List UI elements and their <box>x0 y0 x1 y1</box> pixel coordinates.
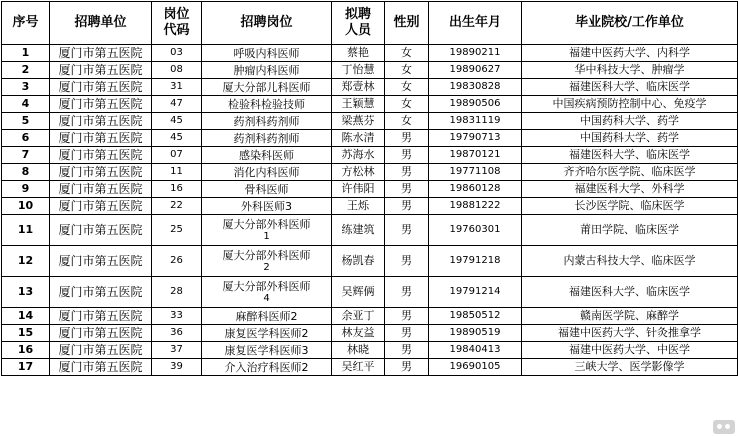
table-row <box>2 246 738 277</box>
row-school: 三峡大学、医学影像学 <box>522 359 738 376</box>
row-gender: 女 <box>385 62 429 79</box>
row-unit: 厦门市第五医院 <box>50 277 152 308</box>
row-person: 余亚丁 <box>332 308 385 325</box>
row-gender: 女 <box>385 96 429 113</box>
row-code: 03 <box>152 45 202 62</box>
row-person: 苏海水 <box>332 147 385 164</box>
row-unit: 厦门市第五医院 <box>50 62 152 79</box>
row-birth: 19790713 <box>429 130 522 147</box>
row-gender: 男 <box>385 325 429 342</box>
row-seq: 14 <box>2 308 50 325</box>
row-birth: 19890519 <box>429 325 522 342</box>
row-seq: 4 <box>2 96 50 113</box>
row-position: 药剂科药剂师 <box>202 130 332 147</box>
table-row <box>2 62 738 79</box>
table-row <box>2 79 738 96</box>
row-unit: 厦门市第五医院 <box>50 96 152 113</box>
table-row <box>2 130 738 147</box>
recruitment-table <box>1 1 738 376</box>
row-birth: 19850512 <box>429 308 522 325</box>
row-unit: 厦门市第五医院 <box>50 130 152 147</box>
row-birth: 19760301 <box>429 215 522 246</box>
row-gender: 男 <box>385 181 429 198</box>
row-school: 华中科技大学、肿瘤学 <box>522 62 738 79</box>
row-birth: 19840413 <box>429 342 522 359</box>
row-person: 丁怡慧 <box>332 62 385 79</box>
row-position: 厦大分部外科医师 1 <box>202 215 332 246</box>
row-school: 赣南医学院、麻醉学 <box>522 308 738 325</box>
row-gender: 男 <box>385 359 429 376</box>
row-unit: 厦门市第五医院 <box>50 342 152 359</box>
row-position: 肿瘤内科医师 <box>202 62 332 79</box>
row-seq: 9 <box>2 181 50 198</box>
row-seq: 17 <box>2 359 50 376</box>
row-code: 22 <box>152 198 202 215</box>
row-unit: 厦门市第五医院 <box>50 325 152 342</box>
row-gender: 男 <box>385 215 429 246</box>
row-seq: 16 <box>2 342 50 359</box>
table-row <box>2 45 738 62</box>
table-row <box>2 164 738 181</box>
row-birth: 19690105 <box>429 359 522 376</box>
header-row <box>2 2 738 45</box>
table-row <box>2 181 738 198</box>
row-seq: 2 <box>2 62 50 79</box>
row-school: 福建中医药大学、中医学 <box>522 342 738 359</box>
row-position: 感染科医师 <box>202 147 332 164</box>
row-person: 吴辉俩 <box>332 277 385 308</box>
row-unit: 厦门市第五医院 <box>50 79 152 96</box>
row-unit: 厦门市第五医院 <box>50 45 152 62</box>
row-position: 厦大分部儿科医师 <box>202 79 332 96</box>
table-row <box>2 342 738 359</box>
recruitment-table-sheet <box>1 1 737 435</box>
row-gender: 男 <box>385 147 429 164</box>
row-code: 45 <box>152 130 202 147</box>
row-position: 检验科检验技师 <box>202 96 332 113</box>
row-unit: 厦门市第五医院 <box>50 359 152 376</box>
row-birth: 19831119 <box>429 113 522 130</box>
row-position: 外科医师3 <box>202 198 332 215</box>
row-code: 16 <box>152 181 202 198</box>
table-body <box>2 45 738 376</box>
row-person: 陈水清 <box>332 130 385 147</box>
row-unit: 厦门市第五医院 <box>50 215 152 246</box>
row-position: 药剂科药剂师 <box>202 113 332 130</box>
row-position: 厦大分部外科医师 2 <box>202 246 332 277</box>
row-school: 福建医科大学、临床医学 <box>522 147 738 164</box>
header-seq: 序号 <box>2 2 50 45</box>
row-birth: 19890506 <box>429 96 522 113</box>
row-school: 福建中医药大学、针灸推拿学 <box>522 325 738 342</box>
row-person: 方松林 <box>332 164 385 181</box>
row-gender: 男 <box>385 277 429 308</box>
table-row <box>2 113 738 130</box>
row-seq: 8 <box>2 164 50 181</box>
row-gender: 男 <box>385 198 429 215</box>
row-person: 林晓 <box>332 342 385 359</box>
row-code: 37 <box>152 342 202 359</box>
row-position: 介入治疗科医师2 <box>202 359 332 376</box>
row-gender: 男 <box>385 246 429 277</box>
row-seq: 1 <box>2 45 50 62</box>
table-row <box>2 308 738 325</box>
row-unit: 厦门市第五医院 <box>50 308 152 325</box>
row-birth: 19860128 <box>429 181 522 198</box>
row-unit: 厦门市第五医院 <box>50 164 152 181</box>
row-school: 中国疾病预防控制中心、免疫学 <box>522 96 738 113</box>
row-school: 中国药科大学、药学 <box>522 113 738 130</box>
row-position: 消化内科医师 <box>202 164 332 181</box>
row-person: 王颖慧 <box>332 96 385 113</box>
row-school: 内蒙古科技大学、临床医学 <box>522 246 738 277</box>
header-person: 拟聘 人员 <box>332 2 385 45</box>
header-code: 岗位 代码 <box>152 2 202 45</box>
row-code: 39 <box>152 359 202 376</box>
row-code: 33 <box>152 308 202 325</box>
row-gender: 男 <box>385 308 429 325</box>
row-unit: 厦门市第五医院 <box>50 181 152 198</box>
row-seq: 3 <box>2 79 50 96</box>
row-code: 45 <box>152 113 202 130</box>
table-row <box>2 359 738 376</box>
row-person: 杨凯春 <box>332 246 385 277</box>
row-person: 吴红平 <box>332 359 385 376</box>
row-birth: 19771108 <box>429 164 522 181</box>
row-birth: 19791218 <box>429 246 522 277</box>
row-gender: 女 <box>385 45 429 62</box>
row-code: 07 <box>152 147 202 164</box>
row-school: 长沙医学院、临床医学 <box>522 198 738 215</box>
row-seq: 6 <box>2 130 50 147</box>
row-seq: 12 <box>2 246 50 277</box>
header-birth: 出生年月 <box>429 2 522 45</box>
table-row <box>2 147 738 164</box>
table-row <box>2 198 738 215</box>
row-code: 11 <box>152 164 202 181</box>
row-code: 26 <box>152 246 202 277</box>
row-person: 郑壹林 <box>332 79 385 96</box>
row-person: 许伟阳 <box>332 181 385 198</box>
row-code: 36 <box>152 325 202 342</box>
row-position: 骨科医师 <box>202 181 332 198</box>
row-seq: 7 <box>2 147 50 164</box>
row-school: 莆田学院、临床医学 <box>522 215 738 246</box>
header-gender: 性别 <box>385 2 429 45</box>
row-gender: 男 <box>385 130 429 147</box>
row-person: 林友益 <box>332 325 385 342</box>
row-person: 练建筑 <box>332 215 385 246</box>
row-birth: 19890211 <box>429 45 522 62</box>
row-school: 福建医科大学、临床医学 <box>522 277 738 308</box>
row-gender: 女 <box>385 113 429 130</box>
row-person: 蔡艳 <box>332 45 385 62</box>
row-gender: 女 <box>385 79 429 96</box>
row-school: 齐齐哈尔医学院、临床医学 <box>522 164 738 181</box>
row-school: 福建医科大学、外科学 <box>522 181 738 198</box>
row-position: 康复医学科医师3 <box>202 342 332 359</box>
row-code: 25 <box>152 215 202 246</box>
row-position: 呼吸内科医师 <box>202 45 332 62</box>
header-unit: 招聘单位 <box>50 2 152 45</box>
row-unit: 厦门市第五医院 <box>50 147 152 164</box>
table-row <box>2 325 738 342</box>
table-row <box>2 215 738 246</box>
row-code: 47 <box>152 96 202 113</box>
row-code: 28 <box>152 277 202 308</box>
row-seq: 13 <box>2 277 50 308</box>
row-seq: 11 <box>2 215 50 246</box>
row-school: 福建医科大学、临床医学 <box>522 79 738 96</box>
row-seq: 10 <box>2 198 50 215</box>
row-birth: 19890627 <box>429 62 522 79</box>
row-unit: 厦门市第五医院 <box>50 113 152 130</box>
row-unit: 厦门市第五医院 <box>50 198 152 215</box>
watermark-icon <box>713 420 735 434</box>
row-position: 厦大分部外科医师 4 <box>202 277 332 308</box>
row-school: 中国药科大学、药学 <box>522 130 738 147</box>
table-row <box>2 96 738 113</box>
row-birth: 19791214 <box>429 277 522 308</box>
row-seq: 15 <box>2 325 50 342</box>
row-gender: 男 <box>385 164 429 181</box>
row-birth: 19830828 <box>429 79 522 96</box>
header-position: 招聘岗位 <box>202 2 332 45</box>
row-position: 麻醉科医师2 <box>202 308 332 325</box>
row-unit: 厦门市第五医院 <box>50 246 152 277</box>
row-gender: 男 <box>385 342 429 359</box>
row-school: 福建中医药大学、内科学 <box>522 45 738 62</box>
row-code: 31 <box>152 79 202 96</box>
row-seq: 5 <box>2 113 50 130</box>
row-birth: 19881222 <box>429 198 522 215</box>
row-birth: 19870121 <box>429 147 522 164</box>
row-person: 梁燕芬 <box>332 113 385 130</box>
row-person: 王烁 <box>332 198 385 215</box>
header-school: 毕业院校/工作单位 <box>522 2 738 45</box>
table-row <box>2 277 738 308</box>
row-position: 康复医学科医师2 <box>202 325 332 342</box>
row-code: 08 <box>152 62 202 79</box>
